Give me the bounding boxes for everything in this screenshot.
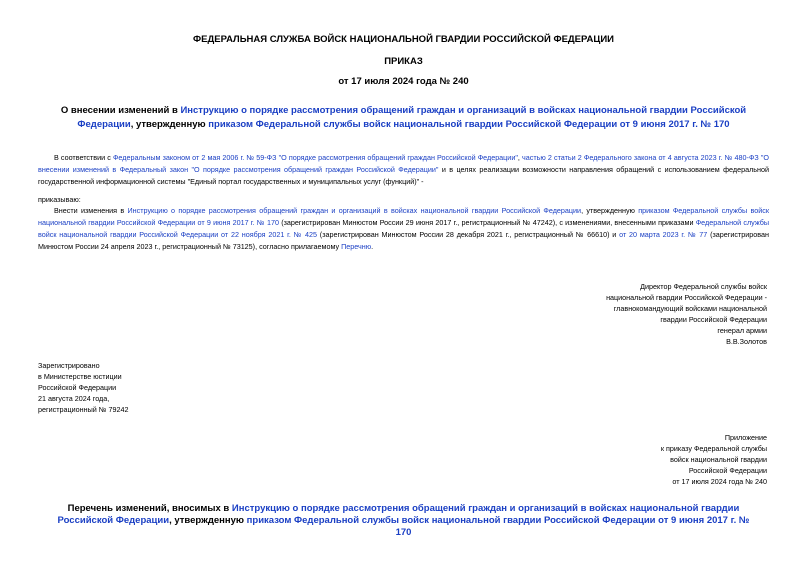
order-77-link[interactable]: от 20 марта 2023 г. № 77 (619, 230, 708, 239)
preamble-paragraph (38, 152, 769, 188)
operative-paragraph (38, 205, 769, 253)
appendix-line: Приложение (724, 433, 767, 442)
registration-line: 21 августа 2024 года, (38, 394, 110, 403)
title-order-link[interactable]: приказом Федеральной службы войск национальной гвардии Российской Федерации от 9 июня 2017 г. № 170 (208, 119, 730, 130)
order-425-link[interactable]: Федеральной службы войск национальной гвардии Российской Федерации от 22 ноября 2021 г. № 425 (38, 218, 769, 239)
operative-text-3: (зарегистрирован Минюстом России 29 июня 2017 г., регистрационный № 47242), с изменениями, внесенными приказами (278, 218, 696, 227)
list-title-order-link[interactable]: приказом Федеральной службы войск национальной гвардии Российской Федерации от 9 июня 2017 г. № 170 (246, 515, 750, 538)
appendix-line: войск национальной гвардии (670, 455, 767, 464)
agency-heading: ФЕДЕРАЛЬНАЯ СЛУЖБА ВОЙСК НАЦИОНАЛЬНОЙ ГВАРДИИ РОССИЙСКОЙ ФЕДЕРАЦИИ (193, 34, 614, 45)
signature-line: генерал армии (717, 326, 767, 335)
list-link[interactable]: Перечню (341, 242, 372, 251)
title-instruction-link[interactable]: Инструкцию о порядке рассмотрения обращений граждан и организаций в войсках национальной гвардии Российской Федерации (77, 105, 747, 130)
doc-type-heading: ПРИКАЗ (384, 56, 423, 67)
operative-text-1: Внести изменения в (54, 206, 128, 215)
operative-text-5: (зарегистрирован Минюстом России 24 апреля 2023 г., регистрационный № 73125), согласно прилагаемому (38, 230, 769, 251)
title-middle: , утвержденную (130, 119, 209, 130)
appendix-line: от 17 июля 2024 года № 240 (672, 477, 767, 486)
signature-line: национальной гвардии Российской Федерации - (606, 293, 767, 302)
appendix-line: к приказу Федеральной службы (660, 444, 767, 453)
instruction-link[interactable]: Инструкцию о порядке рассмотрения обращений граждан и организаций в войсках национальной гвардии Российской Федерации (127, 206, 582, 215)
appendix-block (567, 432, 767, 487)
preamble-text-1: В соответствии с (54, 153, 113, 162)
signature-line: Директор Федеральной службы войск (640, 282, 767, 291)
registration-line: в Министерстве юстиции (38, 372, 122, 381)
ordered-label: приказываю: (38, 195, 81, 204)
signature-line: гвардии Российской Федерации (660, 315, 767, 324)
order-title (40, 104, 767, 132)
list-title-middle: , утвержденную (169, 515, 247, 526)
federal-law-59-link[interactable]: Федеральным законом от 2 мая 2006 г. № 59-ФЗ "О порядке рассмотрения обращений граждан Российской Федерации" (112, 153, 518, 162)
signature-line: главнокомандующий войсками национальной (613, 304, 767, 313)
signature-line: В.В.Золотов (726, 337, 767, 346)
title-prefix: О внесении изменений в (60, 105, 181, 116)
preamble-text-3: и в целях реализации возможности направления обращений с использованием федеральной государственной информационной системы "Единый портал государственных и муниципальных услуг (функций)" - (38, 165, 769, 186)
operative-text-2: , утвержденную (581, 206, 639, 215)
signature-block (567, 281, 767, 347)
registration-line: Зарегистрировано (38, 361, 100, 370)
list-title-prefix: Перечень изменений, вносимых в (67, 503, 232, 514)
registration-line: Российской Федерации (38, 383, 117, 392)
appendix-line: Российской Федерации (688, 466, 767, 475)
federal-law-480-link[interactable]: частью 2 статьи 2 Федерального закона от 4 августа 2023 г. № 480-ФЗ "О внесении изменений в Федеральный закон "О порядке рассмотрения обращений граждан Российской Федерации" (38, 153, 769, 174)
preamble-text-2: , (517, 153, 522, 162)
registration-block (38, 360, 238, 415)
date-number-heading: от 17 июля 2024 года № 240 (338, 76, 469, 87)
operative-text-4: (зарегистрирован Минюстом России 28 декабря 2021 г., регистрационный № 66610) и (317, 230, 620, 239)
list-title-instruction-link[interactable]: Инструкцию о порядке рассмотрения обращений граждан и организаций в войсках национальной гвардии Российской Федерации (57, 503, 740, 526)
order-170-link[interactable]: приказом Федеральной службы войск национальной гвардии Российской Федерации от 9 июня 2017 г. № 170 (38, 206, 770, 227)
operative-text-6: . (371, 242, 374, 251)
registration-line: регистрационный № 79242 (38, 405, 129, 414)
list-title (50, 503, 757, 539)
